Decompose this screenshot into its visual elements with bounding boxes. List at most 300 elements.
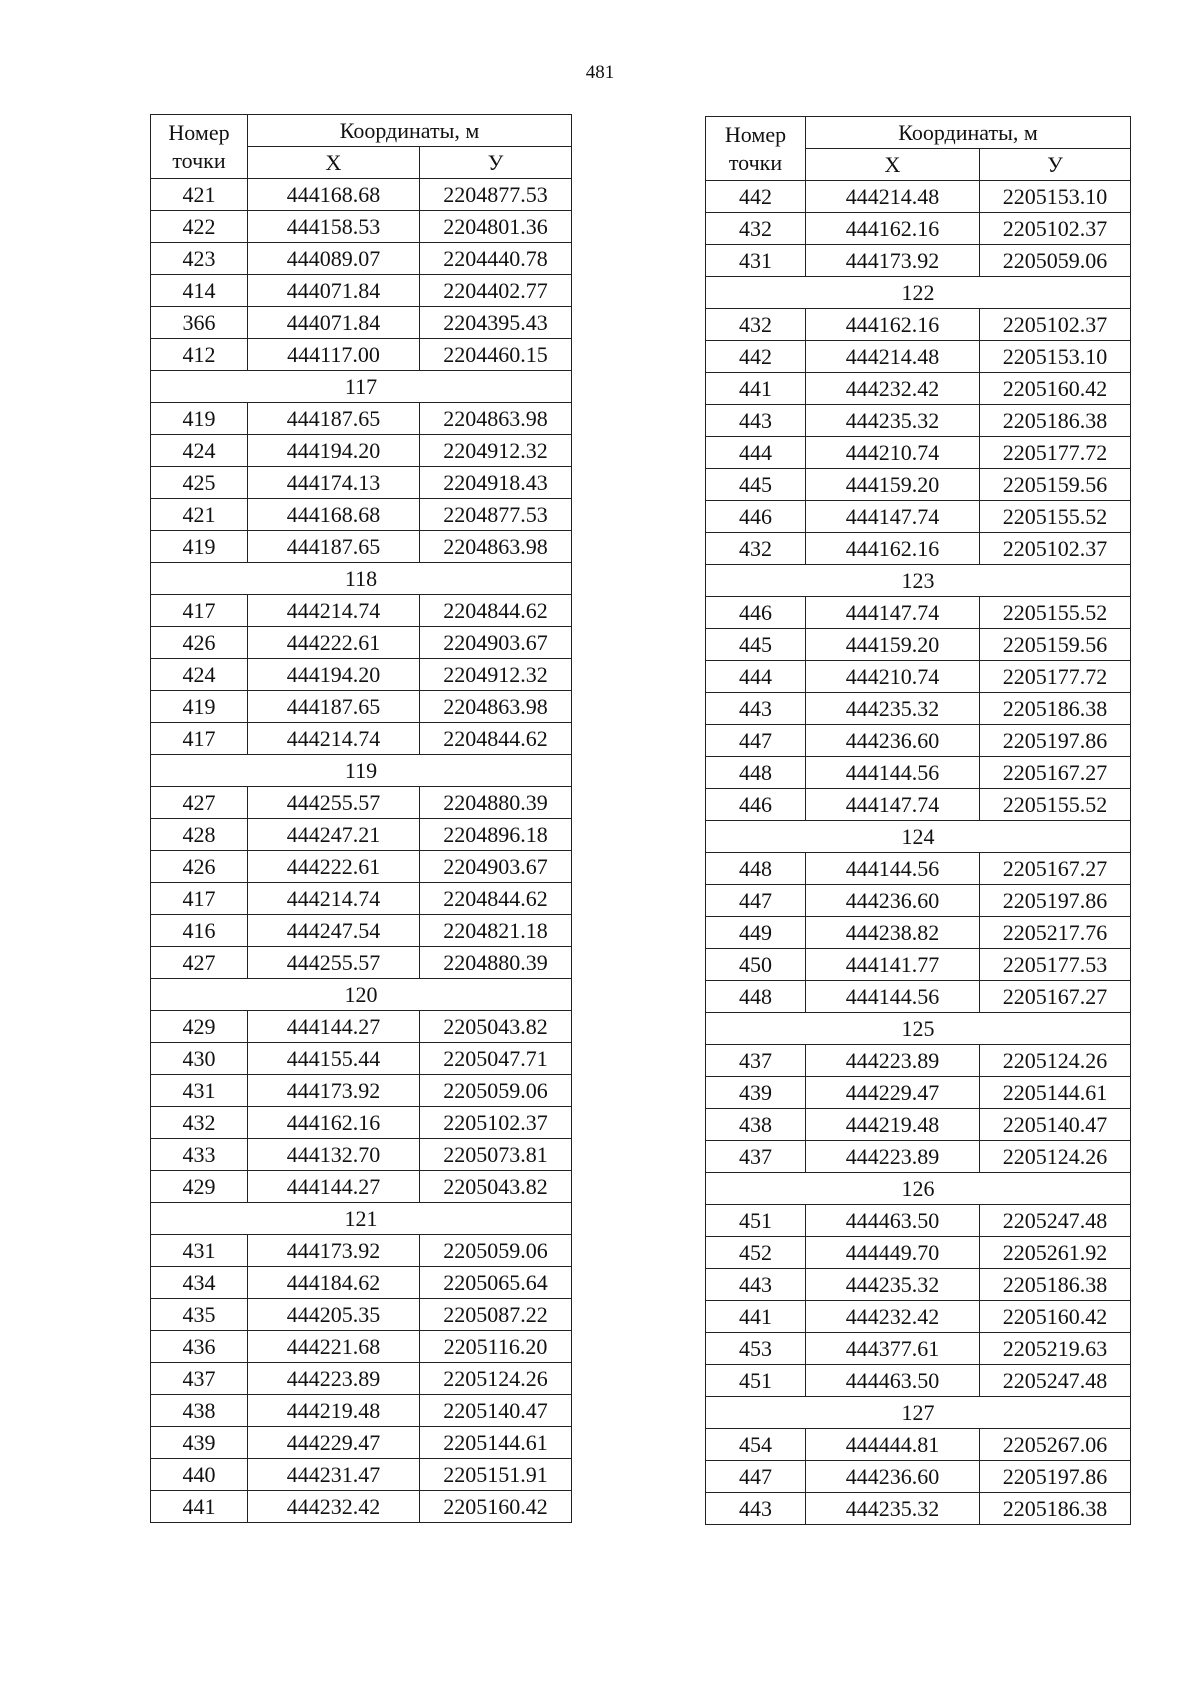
table-row [706, 757, 1131, 789]
point-number-cell: 419 [151, 691, 248, 723]
page-number: 481 [585, 62, 615, 83]
table-row [151, 179, 572, 211]
table-row [706, 1237, 1131, 1269]
section-row [706, 1013, 1131, 1045]
y-coordinate-cell: 2205102.37 [980, 213, 1131, 245]
point-number-cell: 423 [151, 243, 248, 275]
x-coordinate-cell: 444444.81 [806, 1429, 980, 1461]
table-row [706, 1269, 1131, 1301]
y-coordinate-cell: 2204863.98 [420, 531, 572, 563]
table-row [151, 435, 572, 467]
point-number-cell: 446 [706, 501, 806, 533]
point-number-cell: 425 [151, 467, 248, 499]
table-row [706, 437, 1131, 469]
point-number-cell: 443 [706, 1493, 806, 1525]
y-coordinate-cell: 2204877.53 [420, 179, 572, 211]
x-coordinate-cell: 444229.47 [248, 1427, 420, 1459]
table-row [151, 1331, 572, 1363]
y-coordinate-cell: 2205102.37 [420, 1107, 572, 1139]
y-coordinate-cell: 2205247.48 [980, 1365, 1131, 1397]
table-row [706, 1301, 1131, 1333]
x-coordinate-cell: 444071.84 [248, 307, 420, 339]
section-number: 117 [151, 371, 572, 403]
header-y: У [980, 149, 1131, 181]
header-point-number: Номер точки [706, 117, 806, 181]
point-number-cell: 438 [151, 1395, 248, 1427]
table-row [151, 659, 572, 691]
y-coordinate-cell: 2205124.26 [980, 1141, 1131, 1173]
y-coordinate-cell: 2205159.56 [980, 629, 1131, 661]
point-number-cell: 431 [706, 245, 806, 277]
table-row [706, 1109, 1131, 1141]
point-number-cell: 446 [706, 597, 806, 629]
x-coordinate-cell: 444174.13 [248, 467, 420, 499]
x-coordinate-cell: 444162.16 [806, 533, 980, 565]
point-number-cell: 445 [706, 469, 806, 501]
y-coordinate-cell: 2204821.18 [420, 915, 572, 947]
y-coordinate-cell: 2205219.63 [980, 1333, 1131, 1365]
y-coordinate-cell: 2204896.18 [420, 819, 572, 851]
section-number: 120 [151, 979, 572, 1011]
point-number-cell: 432 [151, 1107, 248, 1139]
table-body [706, 181, 1131, 1525]
x-coordinate-cell: 444144.56 [806, 853, 980, 885]
y-coordinate-cell: 2205124.26 [980, 1045, 1131, 1077]
section-row [151, 979, 572, 1011]
x-coordinate-cell: 444144.27 [248, 1011, 420, 1043]
table-row [706, 949, 1131, 981]
y-coordinate-cell: 2205116.20 [420, 1331, 572, 1363]
x-coordinate-cell: 444247.21 [248, 819, 420, 851]
y-coordinate-cell: 2204877.53 [420, 499, 572, 531]
point-number-cell: 426 [151, 851, 248, 883]
x-coordinate-cell: 444187.65 [248, 403, 420, 435]
table-row [151, 819, 572, 851]
point-number-cell: 417 [151, 883, 248, 915]
x-coordinate-cell: 444205.35 [248, 1299, 420, 1331]
point-number-cell: 432 [706, 533, 806, 565]
point-number-cell: 451 [706, 1205, 806, 1237]
header-x: X [248, 147, 420, 179]
y-coordinate-cell: 2205197.86 [980, 1461, 1131, 1493]
section-row [151, 1203, 572, 1235]
x-coordinate-cell: 444144.56 [806, 757, 980, 789]
y-coordinate-cell: 2204880.39 [420, 947, 572, 979]
table-row [151, 1139, 572, 1171]
x-coordinate-cell: 444236.60 [806, 885, 980, 917]
y-coordinate-cell: 2205160.42 [980, 1301, 1131, 1333]
table-row [706, 469, 1131, 501]
table-row [706, 661, 1131, 693]
table-row [151, 1011, 572, 1043]
point-number-cell: 442 [706, 181, 806, 213]
point-number-cell: 448 [706, 757, 806, 789]
x-coordinate-cell: 444162.16 [806, 213, 980, 245]
x-coordinate-cell: 444377.61 [806, 1333, 980, 1365]
point-number-cell: 434 [151, 1267, 248, 1299]
y-coordinate-cell: 2205177.53 [980, 949, 1131, 981]
x-coordinate-cell: 444214.48 [806, 341, 980, 373]
x-coordinate-cell: 444173.92 [248, 1075, 420, 1107]
point-number-cell: 441 [151, 1491, 248, 1523]
point-number-cell: 419 [151, 531, 248, 563]
y-coordinate-cell: 2204903.67 [420, 627, 572, 659]
table-row [151, 243, 572, 275]
y-coordinate-cell: 2204440.78 [420, 243, 572, 275]
y-coordinate-cell: 2205102.37 [980, 533, 1131, 565]
x-coordinate-cell: 444222.61 [248, 627, 420, 659]
table-row [151, 1171, 572, 1203]
x-coordinate-cell: 444187.65 [248, 531, 420, 563]
point-number-cell: 417 [151, 723, 248, 755]
x-coordinate-cell: 444235.32 [806, 405, 980, 437]
point-number-cell: 424 [151, 435, 248, 467]
y-coordinate-cell: 2205140.47 [980, 1109, 1131, 1141]
point-number-cell: 427 [151, 947, 248, 979]
table-row [706, 341, 1131, 373]
table-row [151, 1043, 572, 1075]
table-row [706, 533, 1131, 565]
section-row [706, 821, 1131, 853]
y-coordinate-cell: 2205197.86 [980, 725, 1131, 757]
x-coordinate-cell: 444210.74 [806, 661, 980, 693]
point-number-cell: 441 [706, 373, 806, 405]
y-coordinate-cell: 2204844.62 [420, 883, 572, 915]
point-number-cell: 421 [151, 499, 248, 531]
point-number-cell: 438 [706, 1109, 806, 1141]
y-coordinate-cell: 2205155.52 [980, 597, 1131, 629]
table-row [706, 853, 1131, 885]
point-number-cell: 448 [706, 981, 806, 1013]
section-row [151, 563, 572, 595]
y-coordinate-cell: 2204460.15 [420, 339, 572, 371]
point-number-cell: 366 [151, 307, 248, 339]
point-number-cell: 430 [151, 1043, 248, 1075]
x-coordinate-cell: 444214.74 [248, 883, 420, 915]
table-row [151, 339, 572, 371]
table-row [706, 1077, 1131, 1109]
y-coordinate-cell: 2205144.61 [980, 1077, 1131, 1109]
section-row [706, 1173, 1131, 1205]
header-x: X [806, 149, 980, 181]
y-coordinate-cell: 2204912.32 [420, 659, 572, 691]
table-row [151, 691, 572, 723]
table-row [706, 981, 1131, 1013]
y-coordinate-cell: 2204863.98 [420, 691, 572, 723]
x-coordinate-cell: 444223.89 [806, 1045, 980, 1077]
point-number-cell: 429 [151, 1011, 248, 1043]
point-number-cell: 447 [706, 1461, 806, 1493]
table-row [151, 1459, 572, 1491]
point-number-cell: 433 [151, 1139, 248, 1171]
point-number-cell: 437 [706, 1141, 806, 1173]
y-coordinate-cell: 2205047.71 [420, 1043, 572, 1075]
y-coordinate-cell: 2205160.42 [420, 1491, 572, 1523]
x-coordinate-cell: 444219.48 [806, 1109, 980, 1141]
section-number: 126 [706, 1173, 1131, 1205]
table-row [706, 181, 1131, 213]
header-point-number: Номер точки [151, 115, 248, 179]
y-coordinate-cell: 2205155.52 [980, 789, 1131, 821]
x-coordinate-cell: 444144.27 [248, 1171, 420, 1203]
y-coordinate-cell: 2205065.64 [420, 1267, 572, 1299]
table-row [706, 245, 1131, 277]
point-number-cell: 444 [706, 661, 806, 693]
y-coordinate-cell: 2204918.43 [420, 467, 572, 499]
point-number-cell: 424 [151, 659, 248, 691]
point-number-cell: 432 [706, 309, 806, 341]
point-number-cell: 437 [706, 1045, 806, 1077]
x-coordinate-cell: 444168.68 [248, 179, 420, 211]
y-coordinate-cell: 2205247.48 [980, 1205, 1131, 1237]
table-row [151, 883, 572, 915]
y-coordinate-cell: 2205160.42 [980, 373, 1131, 405]
table-row [151, 211, 572, 243]
x-coordinate-cell: 444168.68 [248, 499, 420, 531]
section-number: 125 [706, 1013, 1131, 1045]
table-row [151, 1107, 572, 1139]
x-coordinate-cell: 444232.42 [806, 373, 980, 405]
table-row [706, 1461, 1131, 1493]
y-coordinate-cell: 2205153.10 [980, 181, 1131, 213]
y-coordinate-cell: 2205267.06 [980, 1429, 1131, 1461]
point-number-cell: 412 [151, 339, 248, 371]
y-coordinate-cell: 2205140.47 [420, 1395, 572, 1427]
section-row [151, 371, 572, 403]
table-row [706, 1205, 1131, 1237]
coordinates-table-right [705, 116, 1131, 1525]
x-coordinate-cell: 444235.32 [806, 693, 980, 725]
x-coordinate-cell: 444159.20 [806, 469, 980, 501]
x-coordinate-cell: 444255.57 [248, 787, 420, 819]
table-row [151, 1235, 572, 1267]
point-number-cell: 446 [706, 789, 806, 821]
x-coordinate-cell: 444219.48 [248, 1395, 420, 1427]
x-coordinate-cell: 444173.92 [248, 1235, 420, 1267]
x-coordinate-cell: 444247.54 [248, 915, 420, 947]
point-number-cell: 450 [706, 949, 806, 981]
point-number-cell: 435 [151, 1299, 248, 1331]
x-coordinate-cell: 444238.82 [806, 917, 980, 949]
x-coordinate-cell: 444232.42 [806, 1301, 980, 1333]
table-row [151, 531, 572, 563]
table-row [706, 725, 1131, 757]
section-row [706, 565, 1131, 597]
point-number-cell: 451 [706, 1365, 806, 1397]
point-number-cell: 443 [706, 405, 806, 437]
y-coordinate-cell: 2205167.27 [980, 757, 1131, 789]
y-coordinate-cell: 2204880.39 [420, 787, 572, 819]
table-row [706, 1429, 1131, 1461]
table-row [151, 1267, 572, 1299]
point-number-cell: 416 [151, 915, 248, 947]
table-row [151, 1491, 572, 1523]
table-row [706, 789, 1131, 821]
x-coordinate-cell: 444223.89 [248, 1363, 420, 1395]
point-number-cell: 440 [151, 1459, 248, 1491]
y-coordinate-cell: 2205186.38 [980, 1269, 1131, 1301]
y-coordinate-cell: 2204863.98 [420, 403, 572, 435]
table-row [151, 275, 572, 307]
y-coordinate-cell: 2204844.62 [420, 723, 572, 755]
table-row [706, 1365, 1131, 1397]
x-coordinate-cell: 444159.20 [806, 629, 980, 661]
x-coordinate-cell: 444221.68 [248, 1331, 420, 1363]
point-number-cell: 444 [706, 437, 806, 469]
point-number-cell: 448 [706, 853, 806, 885]
section-row [706, 277, 1131, 309]
point-number-cell: 442 [706, 341, 806, 373]
table-row [706, 1493, 1131, 1525]
x-coordinate-cell: 444173.92 [806, 245, 980, 277]
point-number-cell: 419 [151, 403, 248, 435]
y-coordinate-cell: 2205102.37 [980, 309, 1131, 341]
y-coordinate-cell: 2204903.67 [420, 851, 572, 883]
y-coordinate-cell: 2205155.52 [980, 501, 1131, 533]
table-row [151, 467, 572, 499]
table-row [151, 403, 572, 435]
x-coordinate-cell: 444194.20 [248, 659, 420, 691]
table-row [151, 499, 572, 531]
y-coordinate-cell: 2205059.06 [420, 1075, 572, 1107]
y-coordinate-cell: 2205059.06 [420, 1235, 572, 1267]
x-coordinate-cell: 444231.47 [248, 1459, 420, 1491]
x-coordinate-cell: 444222.61 [248, 851, 420, 883]
x-coordinate-cell: 444158.53 [248, 211, 420, 243]
table-row [706, 693, 1131, 725]
point-number-cell: 432 [706, 213, 806, 245]
point-number-cell: 439 [151, 1427, 248, 1459]
header-coordinates: Координаты, м [248, 115, 572, 147]
table-row [706, 373, 1131, 405]
x-coordinate-cell: 444071.84 [248, 275, 420, 307]
table-row [706, 501, 1131, 533]
y-coordinate-cell: 2205159.56 [980, 469, 1131, 501]
table-row [151, 947, 572, 979]
y-coordinate-cell: 2204395.43 [420, 307, 572, 339]
y-coordinate-cell: 2205144.61 [420, 1427, 572, 1459]
y-coordinate-cell: 2205197.86 [980, 885, 1131, 917]
table-row [706, 405, 1131, 437]
point-number-cell: 454 [706, 1429, 806, 1461]
x-coordinate-cell: 444232.42 [248, 1491, 420, 1523]
point-number-cell: 445 [706, 629, 806, 661]
x-coordinate-cell: 444141.77 [806, 949, 980, 981]
x-coordinate-cell: 444117.00 [248, 339, 420, 371]
point-number-cell: 453 [706, 1333, 806, 1365]
table-row [151, 1427, 572, 1459]
table-row [151, 627, 572, 659]
x-coordinate-cell: 444147.74 [806, 501, 980, 533]
table-row [151, 787, 572, 819]
coordinates-table-left [150, 114, 572, 1523]
x-coordinate-cell: 444449.70 [806, 1237, 980, 1269]
section-number: 124 [706, 821, 1131, 853]
table-row [706, 917, 1131, 949]
table-row [706, 629, 1131, 661]
point-number-cell: 431 [151, 1235, 248, 1267]
table-row [151, 851, 572, 883]
y-coordinate-cell: 2205177.72 [980, 437, 1131, 469]
point-number-cell: 441 [706, 1301, 806, 1333]
y-coordinate-cell: 2205059.06 [980, 245, 1131, 277]
table-body [151, 179, 572, 1523]
section-row [706, 1397, 1131, 1429]
point-number-cell: 417 [151, 595, 248, 627]
x-coordinate-cell: 444463.50 [806, 1205, 980, 1237]
x-coordinate-cell: 444187.65 [248, 691, 420, 723]
y-coordinate-cell: 2205124.26 [420, 1363, 572, 1395]
x-coordinate-cell: 444214.74 [248, 723, 420, 755]
table-row [151, 1363, 572, 1395]
y-coordinate-cell: 2205087.22 [420, 1299, 572, 1331]
table-row [706, 1141, 1131, 1173]
x-coordinate-cell: 444214.48 [806, 181, 980, 213]
point-number-cell: 414 [151, 275, 248, 307]
x-coordinate-cell: 444235.32 [806, 1269, 980, 1301]
point-number-cell: 431 [151, 1075, 248, 1107]
x-coordinate-cell: 444255.57 [248, 947, 420, 979]
y-coordinate-cell: 2204844.62 [420, 595, 572, 627]
table-row [151, 723, 572, 755]
x-coordinate-cell: 444236.60 [806, 725, 980, 757]
point-number-cell: 422 [151, 211, 248, 243]
point-number-cell: 447 [706, 725, 806, 757]
table-row [151, 1395, 572, 1427]
y-coordinate-cell: 2205186.38 [980, 405, 1131, 437]
x-coordinate-cell: 444147.74 [806, 597, 980, 629]
section-number: 127 [706, 1397, 1131, 1429]
x-coordinate-cell: 444184.62 [248, 1267, 420, 1299]
y-coordinate-cell: 2205043.82 [420, 1011, 572, 1043]
table-row [151, 1299, 572, 1331]
point-number-cell: 447 [706, 885, 806, 917]
table-header [706, 117, 1131, 181]
y-coordinate-cell: 2205151.91 [420, 1459, 572, 1491]
x-coordinate-cell: 444147.74 [806, 789, 980, 821]
table-row [151, 1075, 572, 1107]
y-coordinate-cell: 2205167.27 [980, 853, 1131, 885]
point-number-cell: 443 [706, 1269, 806, 1301]
section-number: 122 [706, 277, 1131, 309]
section-number: 123 [706, 565, 1131, 597]
y-coordinate-cell: 2205177.72 [980, 661, 1131, 693]
y-coordinate-cell: 2205153.10 [980, 341, 1131, 373]
point-number-cell: 443 [706, 693, 806, 725]
point-number-cell: 428 [151, 819, 248, 851]
table-row [151, 595, 572, 627]
x-coordinate-cell: 444210.74 [806, 437, 980, 469]
table-row [706, 597, 1131, 629]
x-coordinate-cell: 444236.60 [806, 1461, 980, 1493]
x-coordinate-cell: 444132.70 [248, 1139, 420, 1171]
point-number-cell: 437 [151, 1363, 248, 1395]
y-coordinate-cell: 2205217.76 [980, 917, 1131, 949]
x-coordinate-cell: 444229.47 [806, 1077, 980, 1109]
point-number-cell: 439 [706, 1077, 806, 1109]
table-row [706, 309, 1131, 341]
y-coordinate-cell: 2205186.38 [980, 1493, 1131, 1525]
y-coordinate-cell: 2204402.77 [420, 275, 572, 307]
y-coordinate-cell: 2205261.92 [980, 1237, 1131, 1269]
point-number-cell: 427 [151, 787, 248, 819]
y-coordinate-cell: 2205073.81 [420, 1139, 572, 1171]
point-number-cell: 426 [151, 627, 248, 659]
x-coordinate-cell: 444463.50 [806, 1365, 980, 1397]
point-number-cell: 452 [706, 1237, 806, 1269]
y-coordinate-cell: 2205167.27 [980, 981, 1131, 1013]
x-coordinate-cell: 444144.56 [806, 981, 980, 1013]
